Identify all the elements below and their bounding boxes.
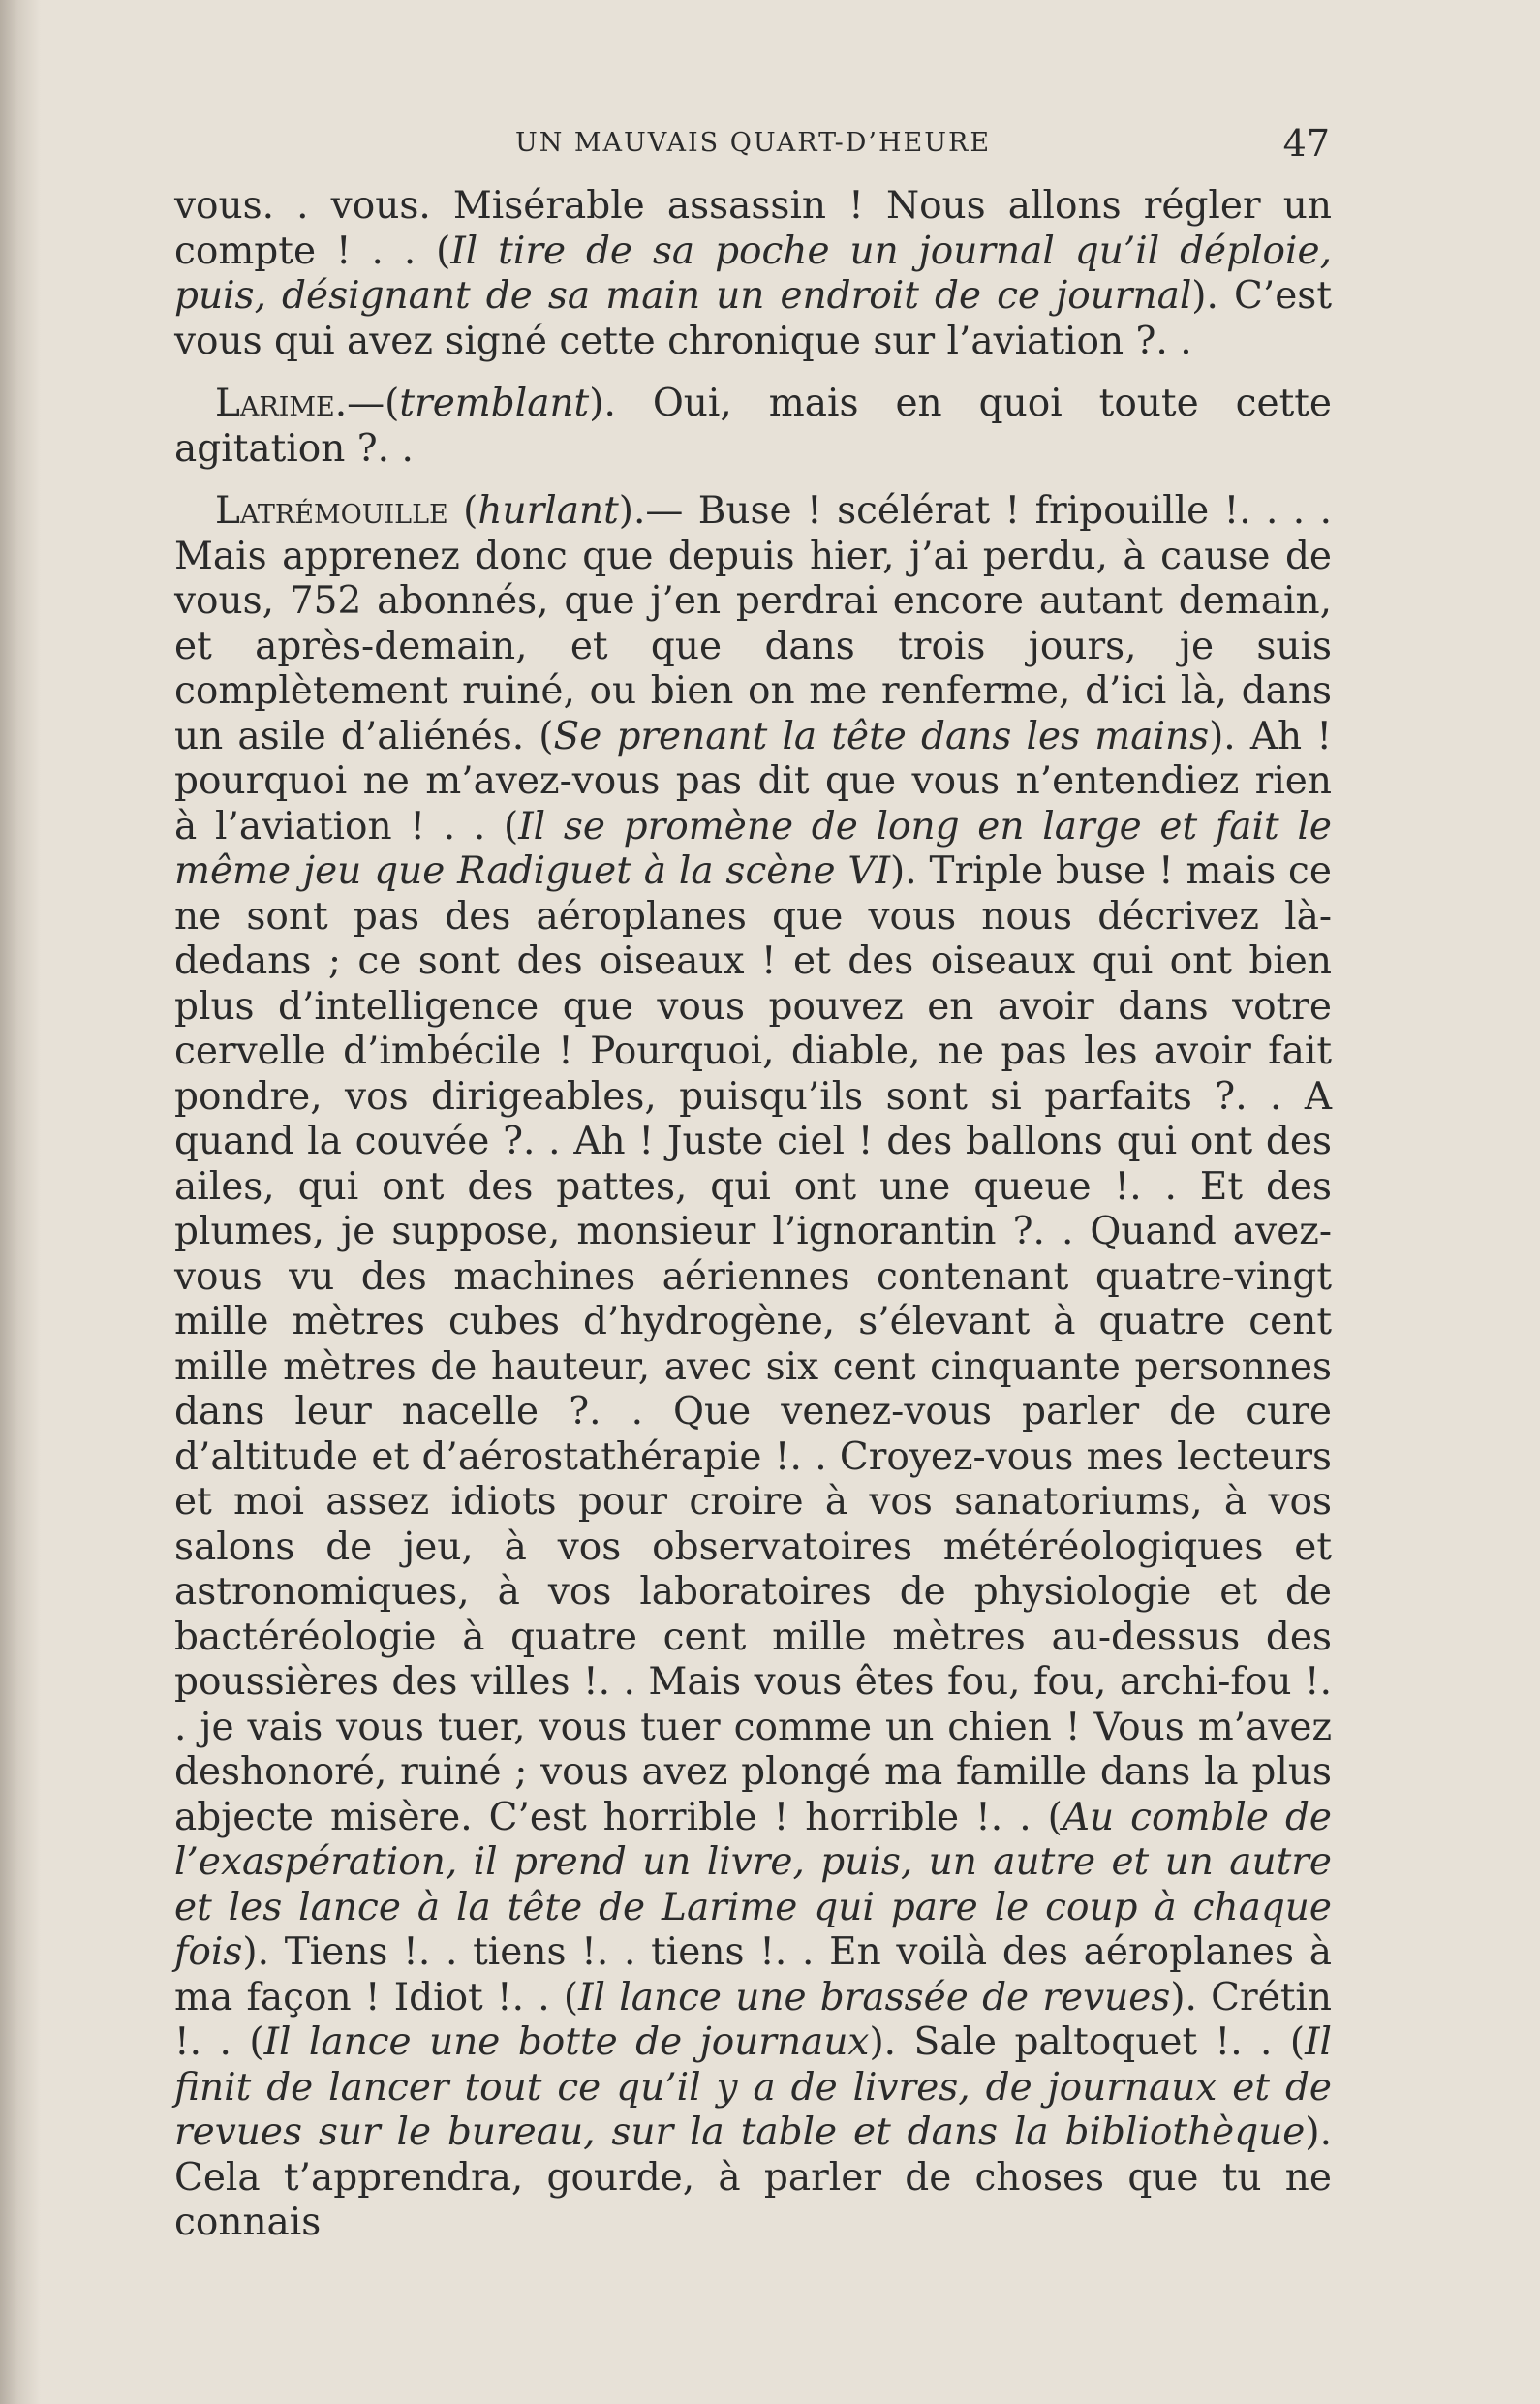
dialogue-text: ).— Buse ! scélérat ! fripouille !. . . . Mais apprenez donc que depuis hier, j’ai perdu, à cause de vous, 752 abonnés, que j’en perdrai encore autant demain, et après-demain, et que dans trois jours, je suis complètement ruiné, ou bien on me renferme, d’ici là, dans un asile d’aliénés. ( bbox=[174, 489, 1332, 758]
dialogue-text: ). Ah ! pourquoi ne m’avez-vous pas dit que vous n’entendiez rien à l’aviation ! . . ( bbox=[174, 714, 1332, 848]
stage-direction: Il lance une botte de journaux bbox=[263, 2020, 870, 2064]
stage-direction: hurlant bbox=[477, 489, 619, 533]
dialogue-text: ). Triple buse ! mais ce ne sont pas des aéroplanes que vous nous décrivez là-dedans ; ce sont des oiseaux ! et des oiseaux qui ont bien plus d’intelligence que vous pouvez en avoir dans votre cervelle d’imbécile ! Pourquoi, diable, ne pas les avoir fait pondre, vos dirigeables, puisqu’ils sont si parfaits ?. . A quand la couvée ?. . Ah ! Juste ciel ! des ballons qui ont des ailes, qui ont des pattes, qui ont une queue !. . Et des plumes, je suppose, monsieur l’ignorantin ?. . Quand avez-vous vu des machines aériennes contenant quatre-vingt mille mètres cubes d’hydrogène, s’élevant à quatre cent mille mètres de hauteur, avec six cent cinquante personnes dans leur nacelle ?. . Que venez-vous parler de cure d’altitude et d’aérostathérapie !. . Croyez-vous mes lecteurs et moi assez idiots pour croire à vos sanatoriums, à vos salons de jeu, à vos observatoires météréologiques et astronomiques, à vos laboratoires de physiologie et de bactéréologie à quatre cent mille mètres au-dessus des poussières des villes !. . Mais vous êtes fou, fou, archi-fou !. . je vais vous tuer, vous tuer comme un chien ! Vous m’avez deshonoré, ruiné ; vous avez plongé ma famille dans la plus abjecte misère. C’est horrible ! horrible !. . ( bbox=[174, 849, 1332, 1839]
dialogue-text: ). Tiens !. . tiens !. . tiens !. . En voilà des aéroplanes à ma façon ! Idiot !. . ( bbox=[174, 1930, 1332, 2019]
stage-direction: Se prenant la tête dans les mains bbox=[553, 714, 1210, 758]
dialogue-text: ). Sale paltoquet !. . ( bbox=[869, 2020, 1306, 2064]
book-page bbox=[174, 116, 1332, 2246]
dialogue-text: ). C’est vous qui avez signé cette chronique sur l’aviation ?. . bbox=[174, 274, 1332, 363]
dialogue-text: ). Crétin !. . ( bbox=[174, 1975, 1333, 2064]
stage-direction: Au comble de l’exaspération, il prend un livre, puis, un autre et un autre et les lance à la tête de Larime qui pare le coup à chaque fois bbox=[174, 1795, 1332, 1974]
stage-direction: Il tire de sa poche un journal qu’il déploie, puis, désignant de sa main un endroit de ce journal bbox=[174, 229, 1332, 318]
speaker-name: Latrémouille bbox=[215, 489, 448, 533]
stage-direction: Il lance une brassée de revues bbox=[578, 1975, 1171, 2019]
book-spine-shadow bbox=[0, 0, 41, 2404]
paragraph-latremouille bbox=[174, 489, 1332, 2246]
dialogue-text: vous. . vous. Misérable assassin ! Nous allons régler un compte ! . . ( bbox=[174, 184, 1332, 273]
paragraph-larime bbox=[174, 382, 1332, 472]
running-head bbox=[174, 116, 1332, 184]
running-title: UN MAUVAIS QUART-D’HEURE bbox=[514, 128, 992, 158]
paragraph-continuation bbox=[174, 184, 1332, 364]
dialogue-text: ). Cela t’apprendra, gourde, à parler de choses que tu ne connais bbox=[174, 2111, 1332, 2244]
stage-direction: Il finit de lancer tout ce qu’il y a de livres, de journaux et de revues sur le bureau, sur la table et dans la bibliothèque bbox=[174, 2020, 1332, 2154]
page-number: 47 bbox=[1282, 122, 1330, 165]
body-text bbox=[174, 184, 1332, 2246]
speaker-name: Larime. bbox=[215, 382, 348, 425]
dialogue-text: ( bbox=[447, 489, 478, 533]
stage-direction: tremblant bbox=[399, 382, 590, 425]
stage-direction: Il se promène de long en large et fait le même jeu que Radiguet à la scène VI bbox=[174, 804, 1332, 893]
dialogue-text: ). Oui, mais en quoi toute cette agitation ?. . bbox=[174, 382, 1332, 471]
dialogue-text: —( bbox=[347, 382, 400, 425]
